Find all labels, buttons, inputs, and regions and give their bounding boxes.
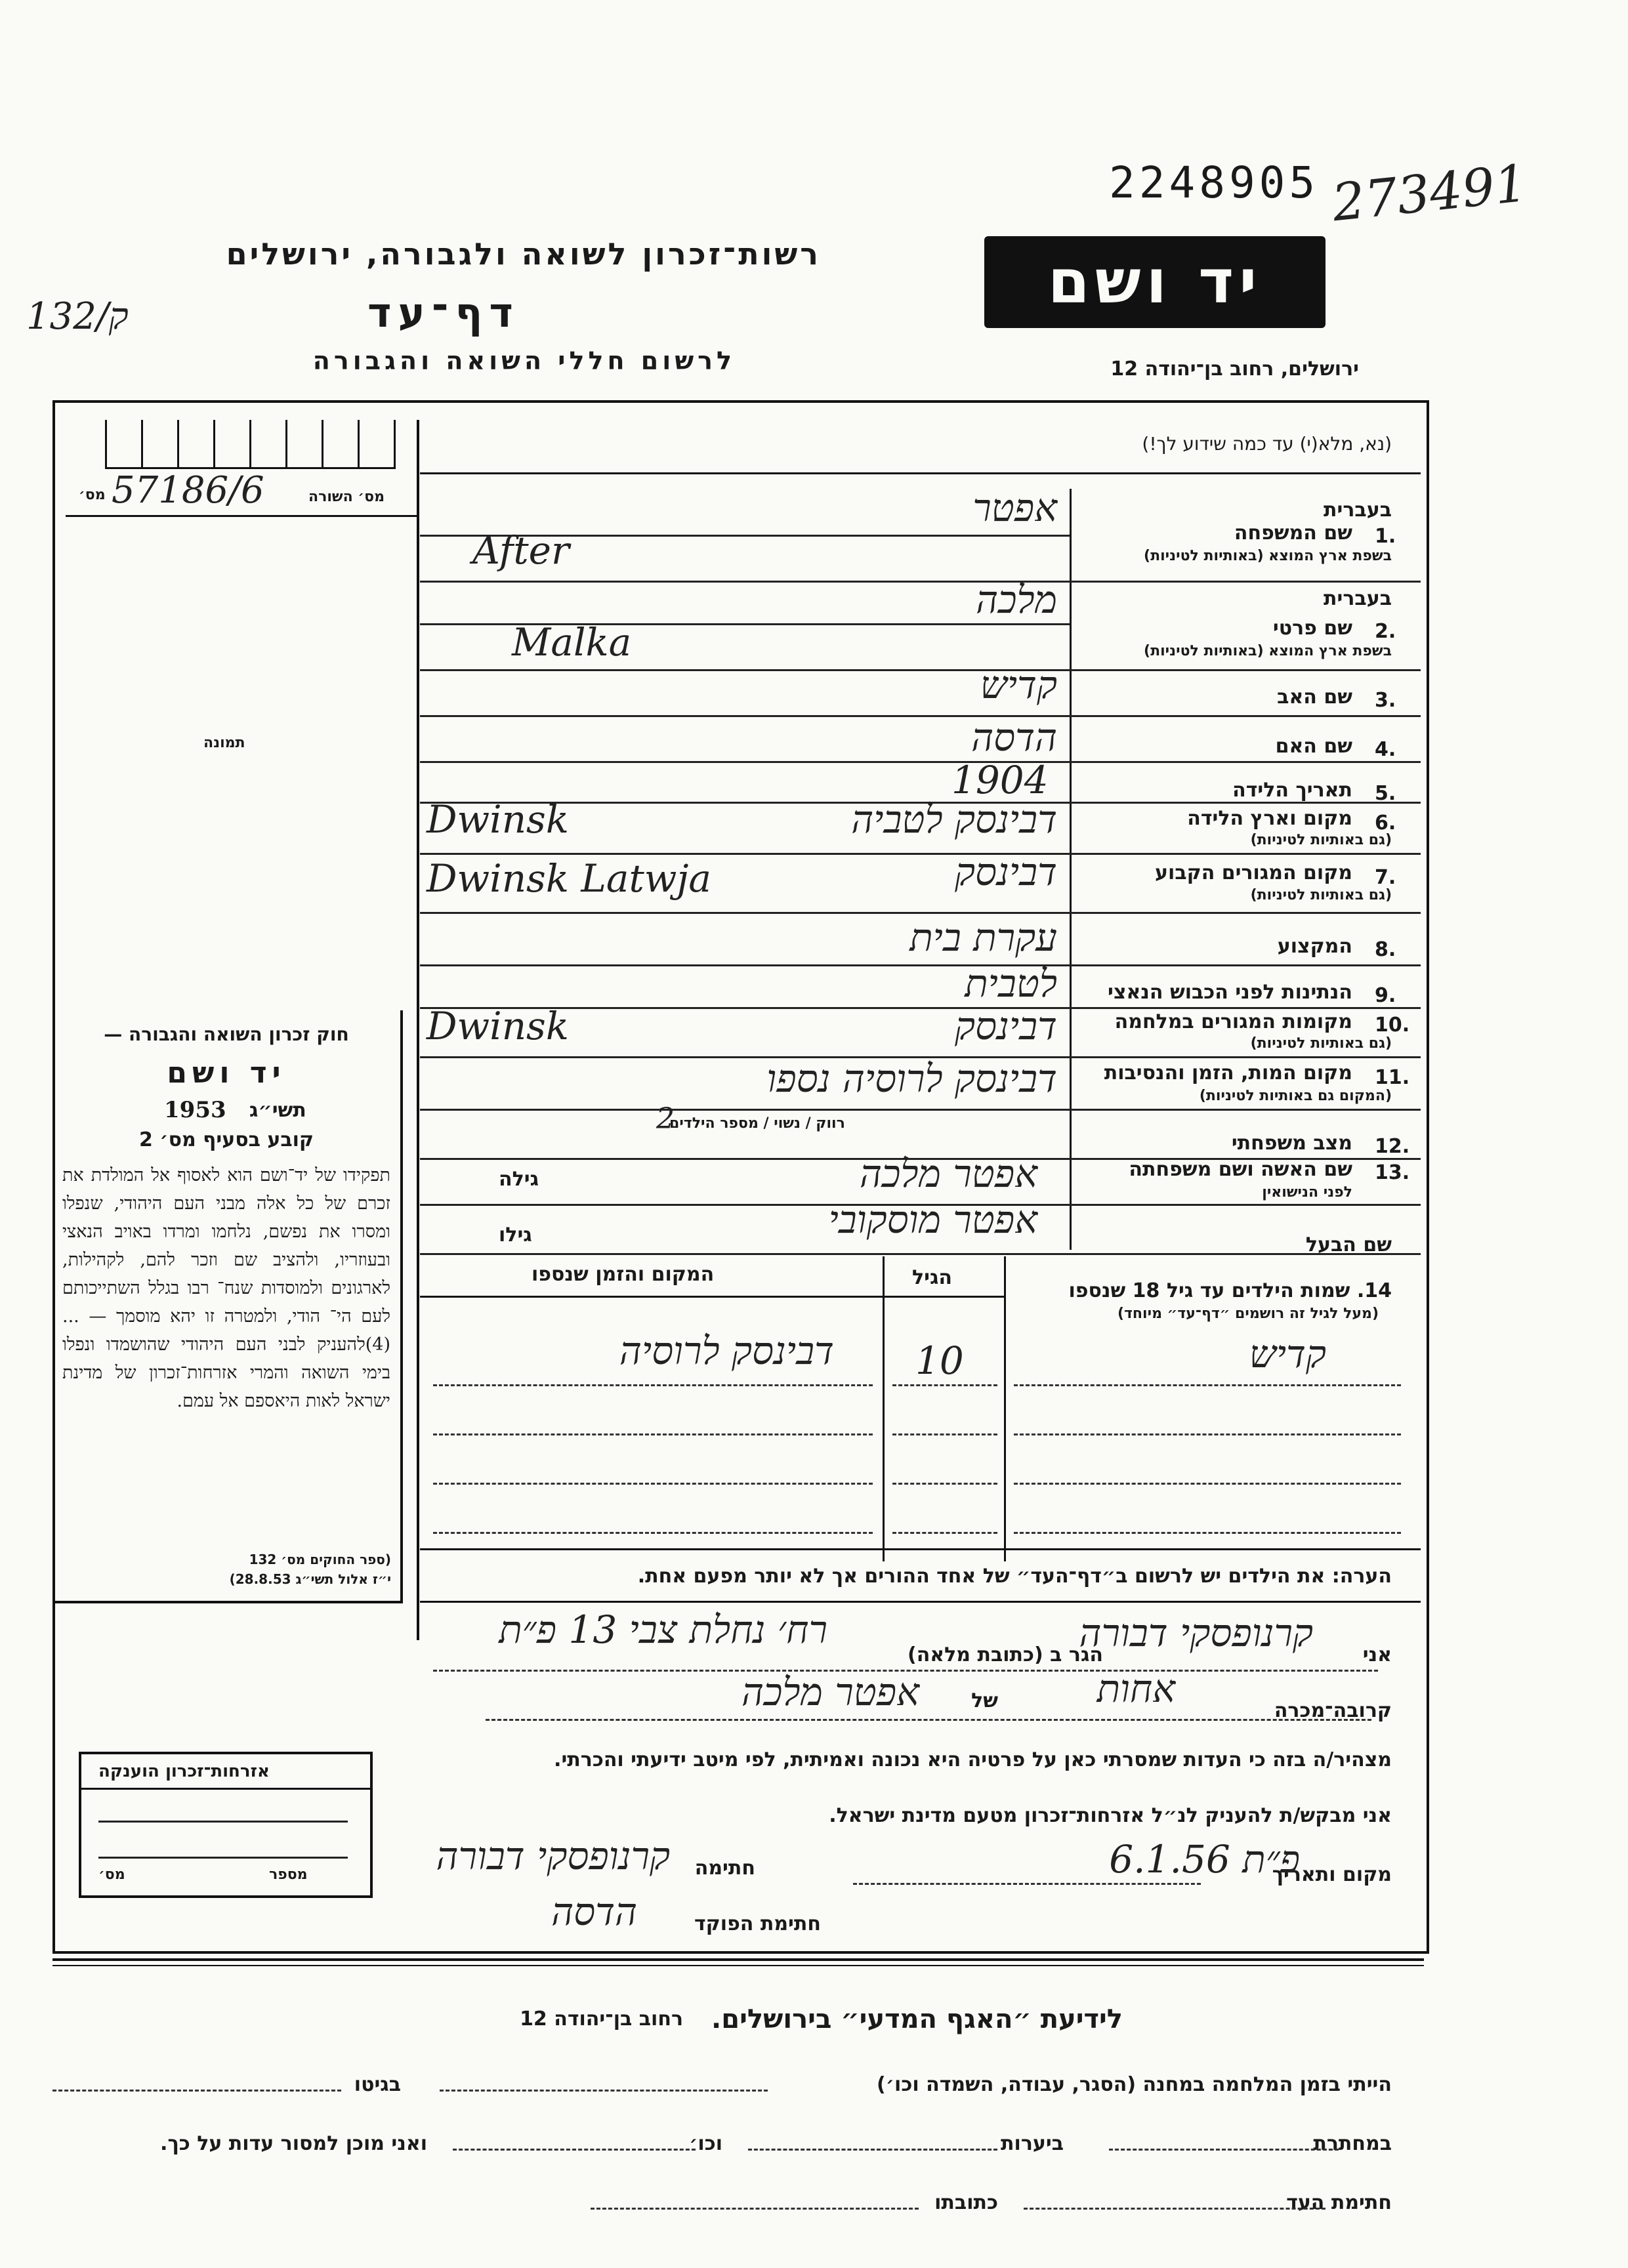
child-1-place: דבינסק לרוסיה	[619, 1329, 834, 1373]
field-11-label: מקום המות, הזמן והנסיבות	[1104, 1062, 1352, 1084]
witness-signature: קרנופסקי דבורה	[436, 1834, 670, 1878]
field-4-label: שם האם	[1275, 735, 1352, 758]
institution-name: רשות־זכרון לשואה ולגבורה, ירושלים	[226, 236, 821, 272]
children-note: (מעל לגיל זה רושמים ״דף־עד״ מיוחד)	[1117, 1306, 1379, 1322]
field-5-value: 1904	[951, 758, 1049, 802]
margin-note: 132/ק	[26, 295, 129, 338]
field-4-number: 4.	[1375, 738, 1396, 761]
form-title: דף־עד	[367, 289, 520, 337]
handwritten-document-number: 273491	[1329, 154, 1530, 234]
footer-line2-a: במחתרת	[1313, 2132, 1392, 2155]
children-place-col: המקום והזמן שנספו	[532, 1263, 715, 1286]
relation-value: אחות	[1096, 1666, 1175, 1711]
citizenship-title: אזרחות־זכרון הוענקה	[98, 1762, 270, 1781]
logo-text: יד ושם	[1047, 247, 1263, 317]
field-6-number: 6.	[1375, 812, 1396, 835]
header-address: ירושלים, רחוב בן־יהודה 12	[1110, 358, 1359, 381]
place-date-value: פ״ת 6.1.56	[1109, 1837, 1300, 1882]
field-13-value: אפטר מלכה	[860, 1151, 1037, 1196]
relation-label: קרובה־מכרה	[1274, 1699, 1392, 1722]
document-number: 2248905	[1109, 157, 1320, 208]
field-3-label: שם האב	[1277, 686, 1352, 709]
field-10-label: מקומות המגורים במלחמה	[1114, 1010, 1352, 1033]
field-10-number: 10.	[1375, 1014, 1410, 1037]
husband-value: אפטר מוסקובי	[828, 1197, 1037, 1242]
field-3-number: 3.	[1375, 689, 1396, 712]
law-text: תפקידו של יד־ושם הוא לאסוף אל המולדת את זכרם של כל אלה מבני העם היהודי, שנפלו ומסרו את נפשם, נלחמו ומרדו באויב הנאצי ובעוזריו, ולהציב שם וזכר להם, לקהילות, לארגונים ולמוסדות שנח־ רבו בגלל השתייכותם לעם הי־ הודי, ולמטרה זו יהא מוסמך — ...(4)להעניק לבני העם היהודי שהושמדו ונפלו בימי השואה והמרי אזרחות־זכרון של מדינת ישראל לאות היאספם אל עמם.	[62, 1165, 390, 1411]
witness-resides-label: הגר ב (כתובת מלאה)	[907, 1643, 1103, 1666]
officer-signature: הדסה	[551, 1889, 637, 1934]
request: אני מבקש/ת להעניק לנ״ל אזרחות־זכרון מטעם מדינת ישראל.	[829, 1804, 1392, 1827]
field-8-label: המקצוע	[1277, 935, 1352, 958]
field-13-sublabel: לפני הנישואין	[1262, 1184, 1352, 1201]
signature-label: חתימה	[694, 1857, 755, 1880]
footer-line1-a: הייתי בזמן המלחמה במחנה (הסגר, עבודה, השמדה וכו׳)	[877, 2073, 1392, 2096]
field-9-number: 9.	[1375, 984, 1396, 1007]
field-1-label: שם המשפחה	[1234, 522, 1352, 545]
field-8-value: עקרת בית	[909, 915, 1057, 960]
declaration: מצהיר/ה בזה כי העדות שמסרתי כאן על פרטיה היא נכונה ואמיתית, לפי מיטב ידיעתי והכרתי.	[554, 1748, 1392, 1771]
field-10-sublabel: (גם באותיות לטיניות)	[1250, 1035, 1392, 1052]
field-4-value: הדסה	[971, 715, 1057, 760]
place-date-label: מקום ותאריך	[1272, 1863, 1392, 1886]
husband-age-label: גילו	[499, 1224, 532, 1247]
law-source-2: י״ז אלול תשי״ג 28.8.53)	[229, 1571, 391, 1587]
field-6-sublabel: (גם באותיות לטיניות)	[1250, 832, 1392, 848]
of-label: של	[971, 1689, 998, 1712]
field-10-value-hebrew: דבינסק	[955, 1004, 1057, 1048]
field-6-label: מקום וארץ הלידה	[1187, 807, 1352, 830]
field-12-label: מצב משפחתי	[1231, 1132, 1352, 1155]
field-7-number: 7.	[1375, 866, 1396, 889]
witness-name: קרנופסקי דבורה	[1079, 1611, 1313, 1655]
field-2-label: שם פרטי	[1272, 617, 1352, 640]
field-5-number: 5.	[1375, 782, 1396, 805]
field-2-value-hebrew: מלכה	[976, 577, 1057, 622]
field-13-label: שם האשה ושם משפחתה	[1129, 1158, 1352, 1181]
child-1-name: קדיש	[1249, 1332, 1326, 1376]
field-9-label: הנתינות לפני הכבוש הנאצי	[1108, 981, 1352, 1004]
field-6-value-hebrew: דבינסק לטביה	[851, 797, 1057, 842]
field-10-value-latin: Dwinsk	[427, 1004, 569, 1048]
law-source-1: (ספר החוקים מס׳ 132	[249, 1552, 391, 1567]
field-2-value-latin: Malka	[512, 620, 632, 665]
law-clause: קובע בסעיף מס׳ 2	[138, 1128, 314, 1151]
children-age-col: הגיל	[912, 1266, 952, 1289]
children-label: 14. שמות הילדים עד גיל 18 שנספו	[1068, 1279, 1392, 1302]
section-header-hebrew-2: בעברית	[1324, 587, 1392, 610]
officer-label: חתימת הפוקד	[694, 1912, 821, 1935]
footer-line2-d: ואני מוכן למסור עדות על כך.	[160, 2132, 427, 2155]
field-7-sublabel: (גם באותיות לטיניות)	[1250, 887, 1392, 903]
children-remark: הערה: את הילדים יש לרשום ב״דף־העד״ של אחד ההורים אך לא יותר מפעם אחת.	[637, 1565, 1392, 1588]
form-subtitle: לרשום חללי השואה והגבורה	[312, 346, 736, 375]
field-7-value-latin: Dwinsk Latwja	[427, 856, 712, 901]
serial-number-value: 57186/6	[112, 469, 264, 512]
field-12-number: 12.	[1375, 1135, 1410, 1158]
field-7-label: מקום המגורים הקבוע	[1155, 861, 1352, 884]
footer-line3-a: חתימת העד	[1286, 2191, 1392, 2214]
child-1-age: 10	[915, 1338, 964, 1383]
citizenship-no-label: מספר	[269, 1866, 308, 1883]
field-6-value-latin: Dwinsk	[427, 797, 569, 842]
field-7-value-hebrew: דבינסק	[955, 850, 1057, 894]
field-11-number: 11.	[1375, 1066, 1410, 1089]
field-9-value: לטבית	[965, 961, 1057, 1006]
citizenship-no-label-2: מס׳	[98, 1866, 125, 1883]
footer-line3-b: כתובתו	[934, 2191, 998, 2214]
serial-no-label: מס׳	[79, 487, 106, 503]
field-1-sublabel: בשפת ארץ המוצא (באותיות לטיניות)	[1144, 548, 1392, 564]
footer-title: לידיעת ״האגף המדעי״ בירושלים.	[711, 2004, 1123, 2034]
field-11-value: דבינסק לרוסיה נספו	[766, 1056, 1057, 1101]
law-name: יד ושם	[167, 1056, 286, 1090]
field-3-value: קדיש	[980, 663, 1057, 707]
witness-address: רח׳ נחלת צבי 13 פ״ת	[499, 1607, 827, 1652]
husband-label: שם הבעל	[1305, 1233, 1392, 1256]
field-5-label: תאריך הלידה	[1232, 779, 1352, 802]
law-year: 1953	[164, 1097, 226, 1123]
instruction: (נא, מלא(י) עד כמה שידוע לך!)	[1142, 433, 1392, 455]
field-12-value: 2	[656, 1102, 675, 1136]
section-header-hebrew: בעברית	[1324, 499, 1392, 522]
field-13-number: 13.	[1375, 1161, 1410, 1184]
law-year-hebrew: תשי״ג	[249, 1099, 306, 1122]
serial-label: מס׳ השורה	[308, 489, 385, 505]
field-1-value-hebrew: אפטר	[972, 485, 1057, 530]
field-1-value-latin: After	[472, 528, 570, 573]
of-name: אפטר מלכה	[741, 1670, 919, 1714]
photo-label: תמונה	[203, 735, 245, 751]
field-2-number: 2.	[1375, 620, 1396, 643]
field-2-sublabel: בשפת ארץ המוצא (באותיות לטיניות)	[1144, 643, 1392, 659]
yad-vashem-logo	[984, 236, 1325, 328]
field-11-sublabel: (המקום גם באותיות לטיניות)	[1199, 1088, 1392, 1104]
field-8-number: 8.	[1375, 938, 1396, 961]
footer-address: רחוב בן־יהודה 12	[520, 2008, 683, 2031]
footer-line2-c: וכו׳	[689, 2132, 722, 2155]
footer-line1-b: בגיטו	[354, 2073, 401, 2096]
law-heading: חוק זכרון השואה והגבורה —	[104, 1023, 349, 1045]
field-1-number: 1.	[1375, 525, 1396, 548]
footer-line2-b: ביערות	[1001, 2132, 1064, 2155]
witness-i-label: אני	[1362, 1643, 1392, 1666]
field-12-sublabel: רווק / נשוי / מספר הילדים	[669, 1115, 845, 1132]
field-13-age-label: גילה	[499, 1168, 539, 1191]
